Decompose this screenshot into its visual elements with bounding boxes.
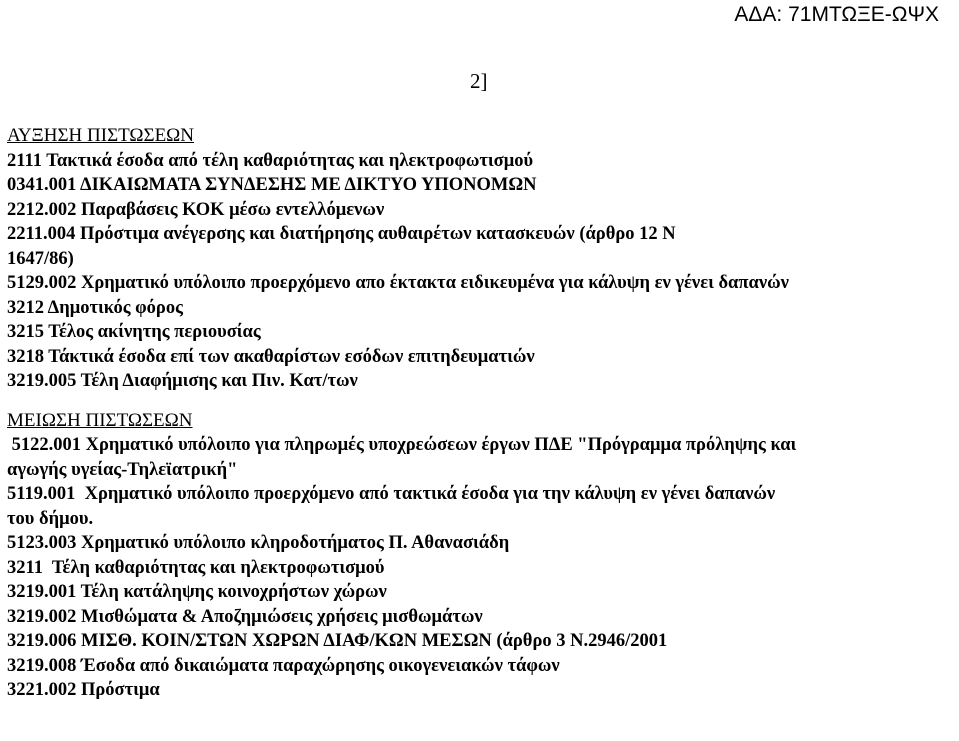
increase-line: 3218 Τάκτικά έσοδα επί των ακαθαρίστων εσόδων επιτηδευματιών bbox=[7, 346, 535, 367]
decrease-line: 5122.001 Χρηματικό υπόλοιπο για πληρωμές υποχρεώσεων έργων ΠΔΕ "Πρόγραμμα πρόληψης και bbox=[7, 435, 797, 455]
increase-line: 2212.002 Παραβάσεις ΚΟΚ μέσω εντελλόμενων bbox=[7, 199, 385, 220]
increase-line: 5129.002 Χρηματικό υπόλοιπο προερχόμενο απο έκτακτα ειδικευμένα για κάλυψη εν γένει δαπανών bbox=[7, 273, 789, 293]
decrease-line: αγωγής υγείας-Τηλεϊατρική" bbox=[7, 459, 238, 480]
ada-code: ΑΔΑ: 71ΜΤΩΞΕ-ΩΨΧ bbox=[734, 3, 939, 26]
section-spacer bbox=[7, 394, 957, 409]
increase-line: 3219.005 Τέλη Διαφήμισης και Πιν. Κατ/των bbox=[7, 371, 358, 391]
page-number: 2] bbox=[470, 69, 488, 93]
decrease-line: 3219.001 Τέλη κατάληψης κοινοχρήστων χώρων bbox=[7, 582, 387, 602]
decrease-line: 3219.002 Μισθώματα & Αποζημιώσεις χρήσεις μισθωμάτων bbox=[7, 606, 483, 627]
increase-line: 3212 Δημοτικός φόρος bbox=[7, 297, 183, 318]
decrease-line: 5123.003 Χρηματικό υπόλοιπο κληροδοτήματος Π. Αθανασιάδη bbox=[7, 533, 510, 553]
increase-line: 2211.004 Πρόστιμα ανέγερσης και διατήρησης αυθαιρέτων κατασκευών (άρθρο 12 Ν bbox=[7, 224, 676, 244]
decrease-line: του δήμου. bbox=[7, 508, 94, 529]
increase-line: 3215 Τέλος ακίνητης περιουσίας bbox=[7, 322, 261, 342]
decrease-heading: ΜΕΙΩΣΗ ΠΙΣΤΩΣΕΩΝ bbox=[7, 409, 193, 431]
decrease-line: 3219.008 Έσοδα από δικαιώματα παραχώρησης οικογενειακών τάφων bbox=[7, 655, 560, 676]
decrease-line: 3221.002 Πρόστιμα bbox=[7, 680, 160, 700]
decrease-line: 3211 Τέλη καθαριότητας και ηλεκτροφωτισμού bbox=[7, 557, 385, 578]
increase-line: 2111 Τακτικά έσοδα από τέλη καθαριότητας και ηλεκτροφωτισμού bbox=[7, 150, 534, 171]
increase-line: 0341.001 ΔΙΚΑΙΩΜΑΤΑ ΣΥΝΔΕΣΗΣ ΜΕ ΔΙΚΤΥΟ ΥΠΟΝΟΜΩΝ bbox=[7, 175, 537, 195]
document-body bbox=[7, 124, 957, 703]
increase-line: 1647/86) bbox=[7, 248, 74, 269]
decrease-line: 3219.006 ΜΙΣΘ. ΚΟΙΝ/ΣΤΩΝ ΧΩΡΩΝ ΔΙΑΦ/ΚΩΝ ΜΕΣΩΝ (άρθρο 3 Ν.2946/2001 bbox=[7, 631, 668, 651]
decrease-line: 5119.001 Χρηματικό υπόλοιπο προερχόμενο από τακτικά έσοδα για την κάλυψη εν γένει δαπανών bbox=[7, 484, 776, 504]
increase-heading: ΑΥΞΗΣΗ ΠΙΣΤΩΣΕΩΝ bbox=[7, 125, 195, 146]
